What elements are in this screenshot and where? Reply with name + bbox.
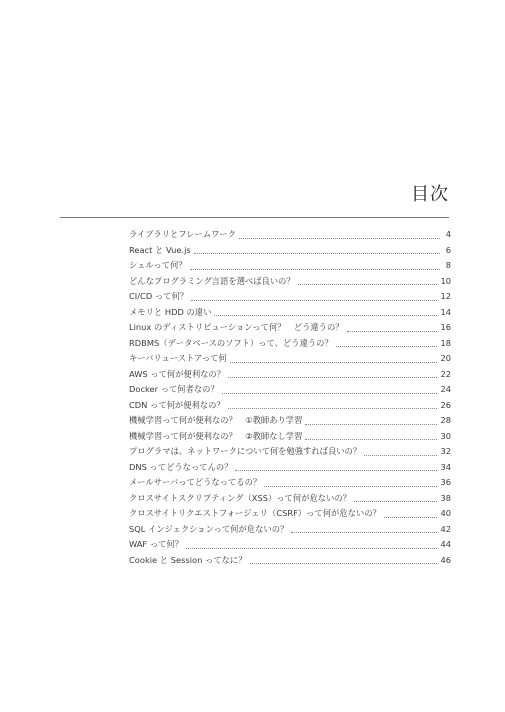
toc-dot-leader bbox=[354, 501, 437, 502]
toc-entry-title: WAF って何？ bbox=[129, 539, 184, 549]
toc-dot-leader bbox=[250, 563, 438, 564]
toc-entry-title: クロスサイトスクリプティング（XSS）って何が危ないの？ bbox=[129, 492, 351, 503]
toc-entry-title: React と Vue.js bbox=[129, 244, 191, 255]
toc-entry-page-number: 36 bbox=[440, 477, 451, 487]
toc-entry bbox=[129, 320, 451, 336]
toc-entry bbox=[129, 444, 451, 460]
toc-entry-title: RDBMS（データベースのソフト）って、どう違うの？ bbox=[129, 337, 333, 348]
toc-entry-page-number: 18 bbox=[440, 337, 451, 348]
toc-entry bbox=[129, 305, 451, 321]
toc-entry-title: どんなプログラミング言語を選べば良いの？ bbox=[129, 275, 295, 286]
toc-entry bbox=[129, 537, 451, 553]
toc-entry bbox=[129, 491, 451, 507]
toc-entry-page-number: 8 bbox=[445, 260, 451, 270]
toc-entry-page-number: 16 bbox=[440, 322, 451, 332]
toc-entry-page-number: 24 bbox=[440, 384, 451, 394]
toc-dot-leader bbox=[264, 486, 437, 487]
toc-entry bbox=[129, 227, 451, 243]
toc-entry-page-number: 34 bbox=[440, 461, 451, 472]
toc-entry-page-number: 28 bbox=[440, 415, 451, 425]
toc-entry bbox=[129, 506, 451, 522]
toc-dot-leader bbox=[291, 532, 437, 533]
toc-list bbox=[129, 227, 451, 568]
toc-entry bbox=[129, 367, 451, 383]
toc-entry-title: CDN って何が便利なの？ bbox=[129, 399, 225, 410]
toc-entry-page-number: 14 bbox=[440, 306, 451, 317]
toc-entry-title: Linux のディストリビューションって何？ どう違うの？ bbox=[129, 322, 344, 332]
toc-entry-title: CI/CD って何？ bbox=[129, 291, 189, 301]
toc-entry-page-number: 46 bbox=[440, 554, 451, 565]
toc-entry bbox=[129, 336, 451, 352]
toc-dot-leader bbox=[336, 346, 438, 347]
toc-entry bbox=[129, 475, 451, 491]
toc-entry-page-number: 6 bbox=[445, 244, 451, 255]
toc-dot-leader bbox=[191, 300, 437, 301]
toc-dot-leader bbox=[384, 517, 438, 518]
toc-entry-title: SQL インジェクションって何が危ないの？ bbox=[129, 523, 289, 534]
toc-entry-page-number: 30 bbox=[440, 430, 451, 441]
toc-entry-title: 機械学習って何が便利なの？ ②教師なし学習 bbox=[129, 430, 303, 441]
toc-entry-title: ライブラリとフレームワーク bbox=[129, 229, 237, 239]
toc-dot-leader bbox=[364, 455, 437, 456]
toc-entry-title: シェルって何？ bbox=[129, 260, 187, 270]
toc-entry bbox=[129, 243, 451, 259]
toc-heading: 目次 bbox=[411, 184, 449, 205]
toc-dot-leader bbox=[298, 284, 438, 285]
toc-entry bbox=[129, 460, 451, 476]
toc-entry-title: 機械学習って何が便利なの？ ①教師あり学習 bbox=[129, 415, 303, 425]
toc-entry-title: クロスサイトリクエストフォージェリ（CSRF）って何が危ないの？ bbox=[129, 508, 381, 518]
toc-entry-title: Cookie と Session ってなに？ bbox=[129, 554, 247, 565]
toc-entry-title: メモリと HDD の違い bbox=[129, 306, 212, 317]
toc-entry-page-number: 12 bbox=[440, 291, 451, 301]
toc-entry bbox=[129, 398, 451, 414]
heading-divider bbox=[60, 217, 449, 218]
toc-entry-page-number: 26 bbox=[440, 399, 451, 410]
toc-entry bbox=[129, 553, 451, 569]
toc-dot-leader bbox=[305, 424, 437, 425]
toc-entry-title: メールサーバってどうなってるの？ bbox=[129, 477, 262, 487]
toc-dot-leader bbox=[239, 238, 440, 239]
toc-entry-page-number: 44 bbox=[440, 539, 451, 549]
toc-entry-page-number: 4 bbox=[445, 229, 451, 239]
toc-entry-page-number: 42 bbox=[440, 523, 451, 534]
toc-entry bbox=[129, 382, 451, 398]
toc-dot-leader bbox=[228, 408, 438, 409]
toc-entry bbox=[129, 429, 451, 445]
toc-entry-page-number: 40 bbox=[440, 508, 451, 518]
toc-entry-page-number: 20 bbox=[440, 353, 451, 363]
toc-entry-page-number: 32 bbox=[440, 446, 451, 456]
toc-entry-title: プログラマは、ネットワークについて何を勉強すれば良いの？ bbox=[129, 446, 362, 456]
toc-entry bbox=[129, 522, 451, 538]
toc-dot-leader bbox=[305, 439, 437, 440]
toc-entry bbox=[129, 413, 451, 429]
toc-dot-leader bbox=[230, 362, 438, 363]
toc-entry bbox=[129, 289, 451, 305]
toc-entry-title: AWS って何が便利なの？ bbox=[129, 368, 226, 379]
toc-dot-leader bbox=[235, 470, 437, 471]
toc-dot-leader bbox=[228, 377, 437, 378]
toc-dot-leader bbox=[222, 393, 438, 394]
toc-entry-title: Docker って何者なの？ bbox=[129, 384, 219, 394]
toc-entry bbox=[129, 351, 451, 367]
toc-dot-leader bbox=[186, 548, 437, 549]
toc-dot-leader bbox=[347, 331, 438, 332]
toc-entry-page-number: 22 bbox=[440, 368, 451, 379]
toc-entry-page-number: 38 bbox=[440, 492, 451, 503]
toc-dot-leader bbox=[190, 269, 440, 270]
toc-entry-page-number: 10 bbox=[440, 275, 451, 286]
toc-dot-leader bbox=[194, 253, 440, 254]
toc-dot-leader bbox=[214, 315, 437, 316]
toc-entry bbox=[129, 274, 451, 290]
toc-entry-title: キーバリューストアって何 bbox=[129, 353, 227, 363]
toc-entry bbox=[129, 258, 451, 274]
toc-entry-title: DNS ってどうなってんの？ bbox=[129, 461, 233, 472]
